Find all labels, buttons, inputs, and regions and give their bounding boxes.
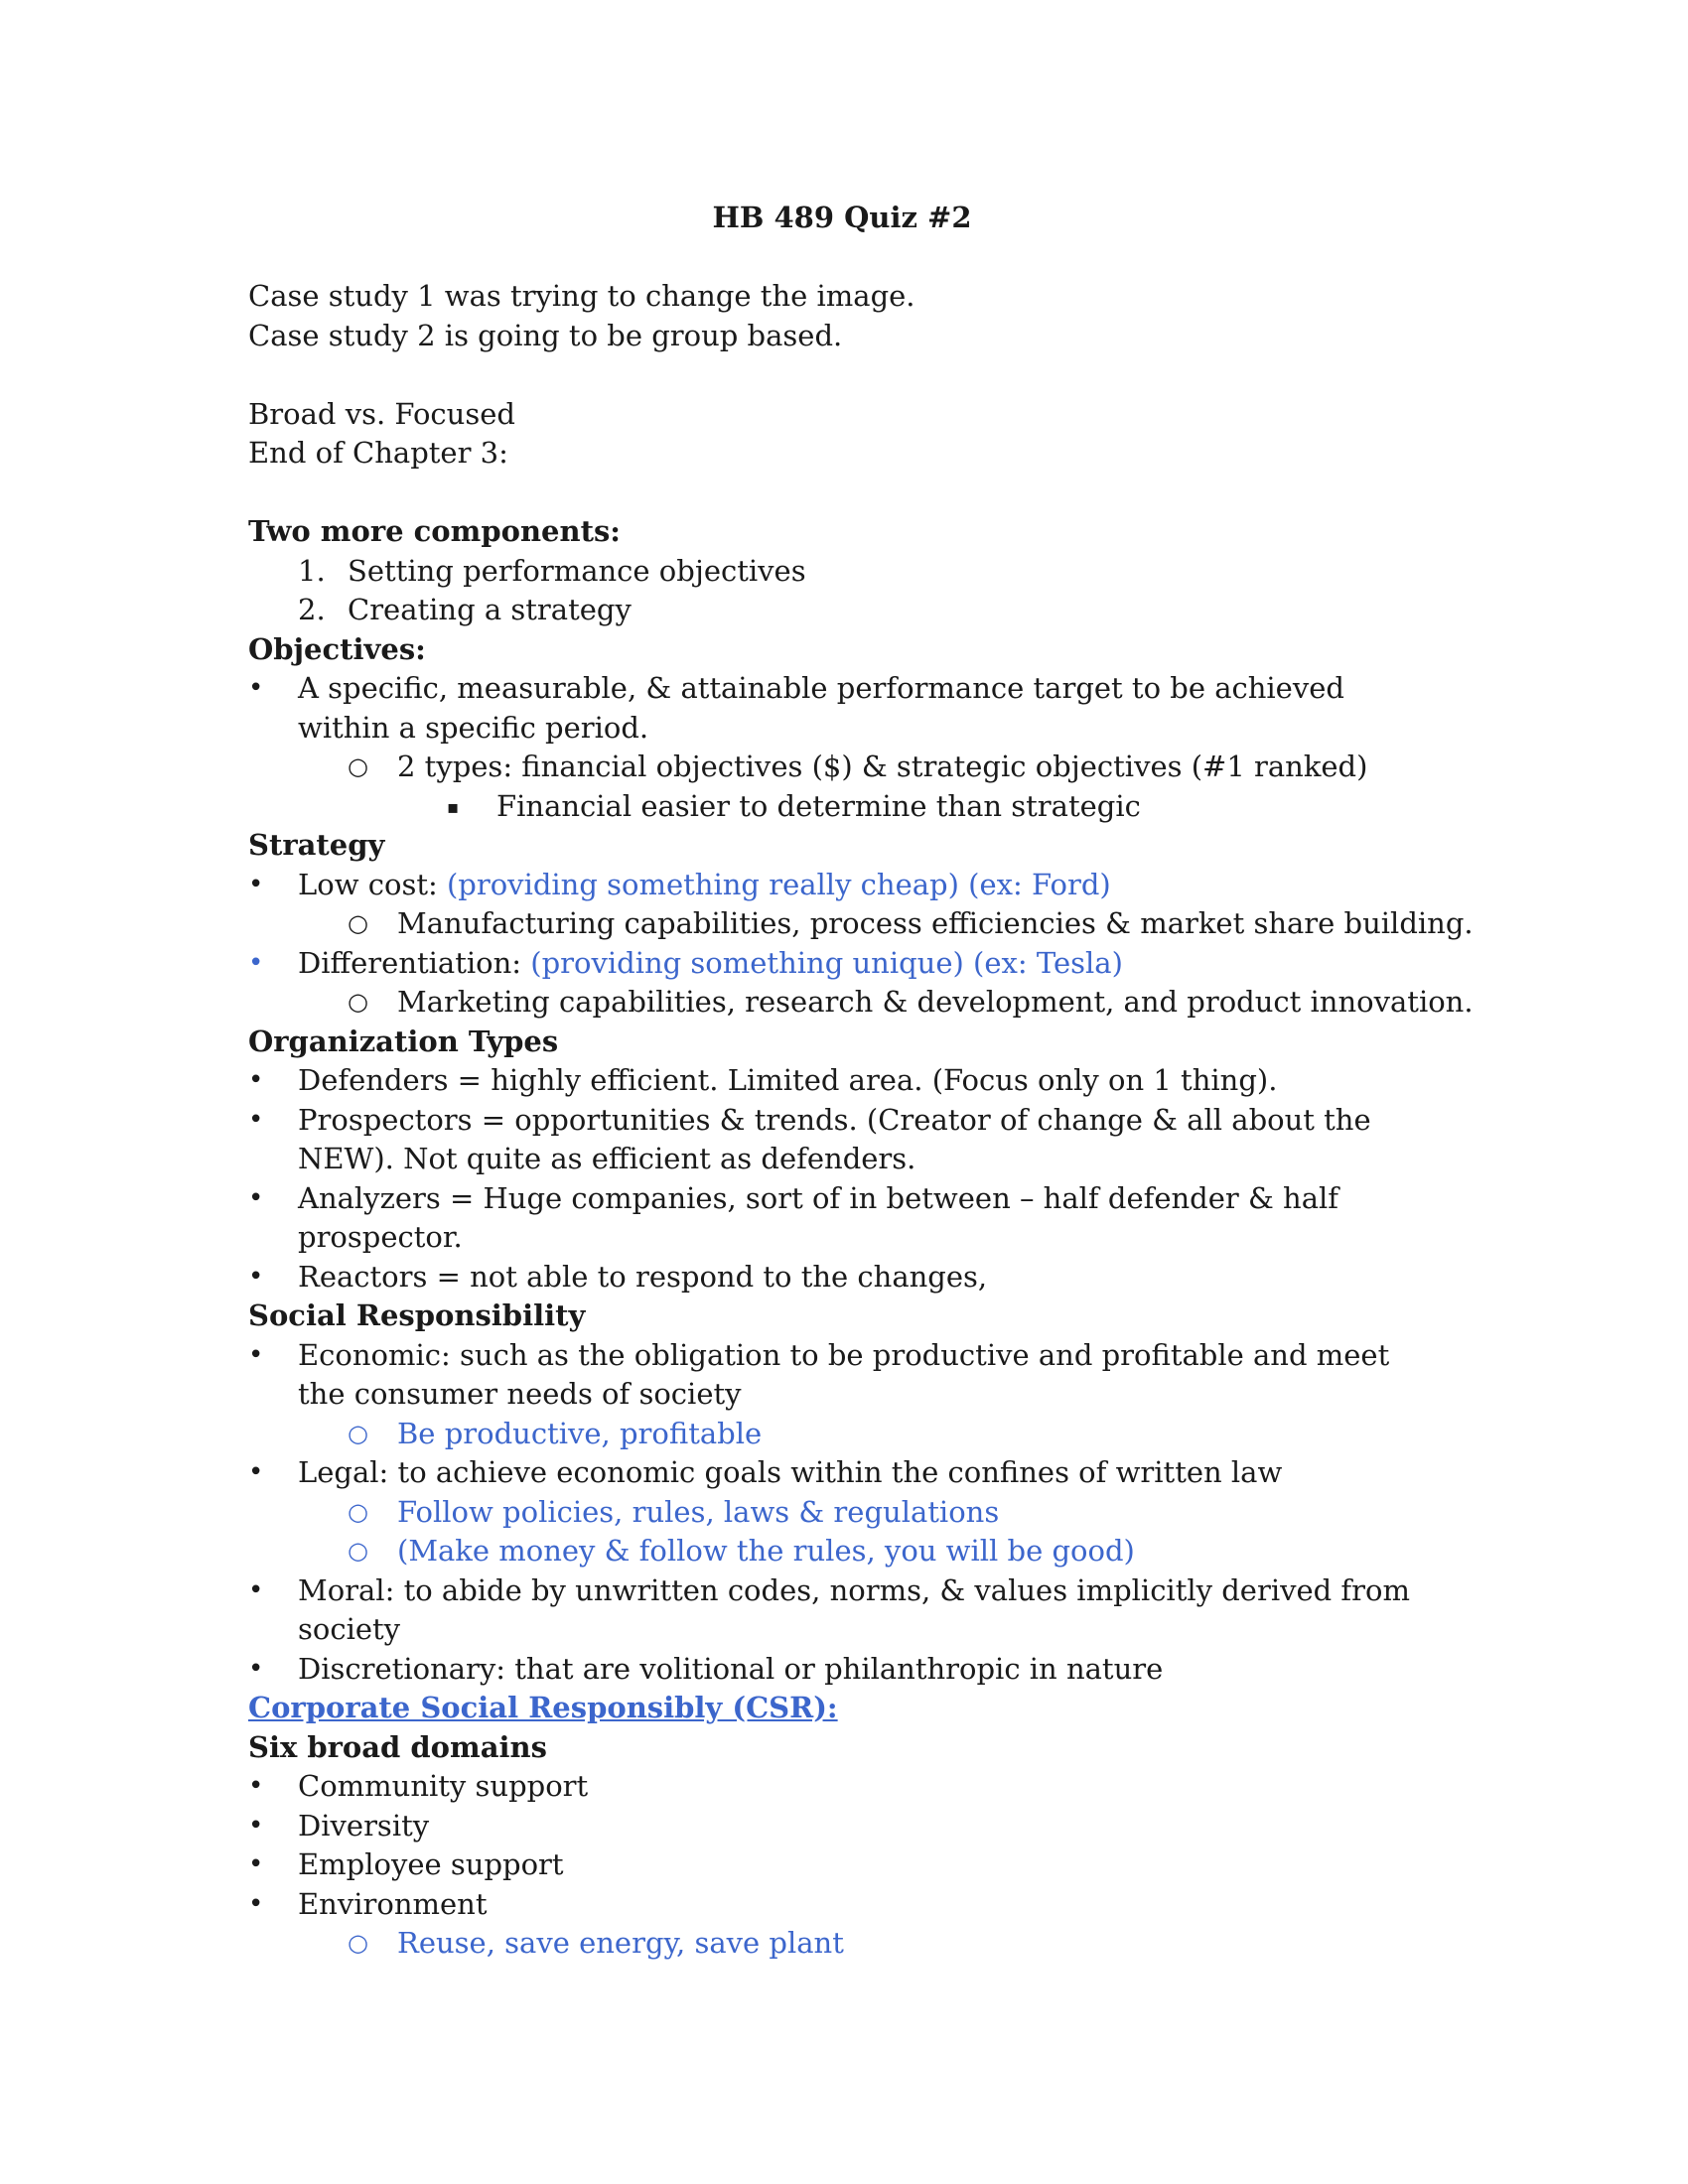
bullet-icon: • [248,1653,264,1684]
circle-bullet-icon: ○ [348,1537,368,1565]
circle-bullet-icon: ○ [348,1497,368,1526]
csr-item-environment [248,1885,1440,1925]
objectives-subsub-item [248,787,1440,827]
csr-item-employee [248,1845,1440,1885]
components-item-text: Setting performance objectives [348,553,806,588]
circle-bullet-icon: ○ [348,988,368,1016]
social-discretionary-text: Discretionary: that are volitional or philanthropic in nature [298,1651,1164,1686]
bullet-icon: • [248,1457,264,1487]
csr-item-community [248,1767,1440,1807]
bullet-icon: • [248,1574,264,1605]
number-marker: 2. [298,593,326,626]
low-cost-note: (providing something really cheap) (ex: Ford) [446,867,1111,901]
strategy-heading: Strategy [248,828,385,862]
objectives-sub-text: 2 types: financial objectives ($) & strategic objectives (#1 ranked) [397,750,1368,783]
square-bullet-icon: ▪ [447,796,460,818]
social-moral [248,1571,1420,1650]
strategy-differentiation [248,944,1440,984]
bullet-icon: • [248,1104,264,1135]
bullet-icon: • [248,1339,264,1370]
document-title: HB 489 Quiz #2 [712,201,972,234]
csr-item-text: Employee support [298,1847,564,1881]
social-legal-sub-text: (Make money & follow the rules, you will be good) [397,1534,1135,1568]
strategy-low-cost-sub [248,904,1474,944]
social-heading: Social Responsibility [248,1298,586,1332]
social-economic-sub [248,1415,1440,1454]
circle-bullet-icon: ○ [348,1929,368,1957]
low-cost-sub-text: Manufacturing capabilities, process efficiencies & market share building. [397,906,1474,940]
social-moral-text: Moral: to abide by unwritten codes, norms, & values implicitly derived from society [298,1572,1410,1646]
intro-line-1: Case study 1 was trying to change the image. [248,279,915,313]
objectives-heading: Objectives: [248,631,426,666]
strategy-low-cost [248,866,1440,905]
spacer [248,355,1440,395]
objectives-sub-item [248,748,1440,787]
social-legal-sub-1 [248,1493,1440,1533]
bullet-icon: • [248,1182,264,1213]
bullet-icon: • [248,1888,264,1919]
differentiation-note: (providing something unique) (ex: Tesla) [530,945,1123,980]
components-heading: Two more components: [248,514,622,548]
org-types-item-analyzers [248,1179,1340,1258]
strategy-differentiation-sub [248,983,1474,1023]
number-marker: 1. [298,553,326,588]
document-body [248,199,1474,1964]
objectives-item-text: A specific, measurable, & attainable performance target to be achieved within a specific period. [298,671,1344,745]
csr-environment-sub [248,1924,1440,1964]
csr-item-text: Diversity [298,1808,430,1843]
org-types-item-text: Analyzers = Huge companies, sort of in between – half defender & half prospector. [298,1180,1338,1254]
components-item-1 [248,552,1440,592]
bullet-icon: • [248,1065,264,1095]
social-economic [248,1336,1440,1415]
social-economic-text: Economic: such as the obligation to be productive and profitable and meet the consumer needs of society [298,1337,1390,1411]
objectives-subsub-text: Financial easier to determine than strategic [496,788,1141,823]
social-legal-text: Legal: to achieve economic goals within the confines of written law [298,1455,1283,1489]
bullet-icon: • [248,869,264,899]
intro-line-2: Case study 2 is going to be group based. [248,318,843,352]
org-types-item-text: Defenders = highly efficient. Limited area. (Focus only on 1 thing). [298,1063,1278,1097]
csr-item-text: Community support [298,1769,589,1803]
components-item-2 [248,591,1440,630]
org-types-item-prospectors [248,1101,1440,1179]
spacer [248,474,1440,513]
circle-bullet-icon: ○ [348,752,368,780]
social-legal [248,1453,1440,1493]
circle-bullet-icon: ○ [348,1419,368,1447]
csr-domains-heading: Six broad domains [248,1729,547,1764]
org-types-item-text: Reactors = not able to respond to the changes, [298,1259,988,1294]
note-line-2: End of Chapter 3: [248,436,508,470]
differentiation-sub-text: Marketing capabilities, research & development, and product innovation. [397,985,1474,1019]
csr-item-text: Environment [298,1886,488,1921]
social-economic-sub-text: Be productive, profitable [397,1416,763,1450]
bullet-icon: • [248,1810,264,1841]
differentiation-label: Differentiation: [298,945,531,980]
bullet-icon: • [248,1261,264,1292]
objectives-item [248,669,1440,748]
circle-bullet-icon: ○ [348,909,368,937]
social-legal-sub-text: Follow policies, rules, laws & regulations [397,1494,1000,1529]
org-types-item-text: Prospectors = opportunities & trends. (Creator of change & all about the NEW). Not quite as efficient as defenders. [298,1102,1371,1175]
social-legal-sub-2 [248,1532,1440,1571]
org-types-item-reactors [248,1258,1440,1297]
low-cost-label: Low cost: [298,867,447,901]
bullet-icon: • [248,1771,264,1801]
org-types-item-defenders [248,1061,1440,1101]
org-types-heading: Organization Types [248,1024,559,1058]
csr-item-diversity [248,1807,1440,1846]
social-discretionary [248,1650,1440,1690]
note-line-1: Broad vs. Focused [248,396,515,431]
csr-link-line [248,1689,1440,1728]
bullet-icon: • [248,673,264,703]
components-item-text: Creating a strategy [348,593,632,626]
bullet-icon: • [248,1849,264,1879]
csr-environment-sub-text: Reuse, save energy, save plant [397,1926,844,1960]
bullet-icon: • [248,947,264,978]
csr-link[interactable]: Corporate Social Responsibly (CSR): [248,1691,838,1724]
